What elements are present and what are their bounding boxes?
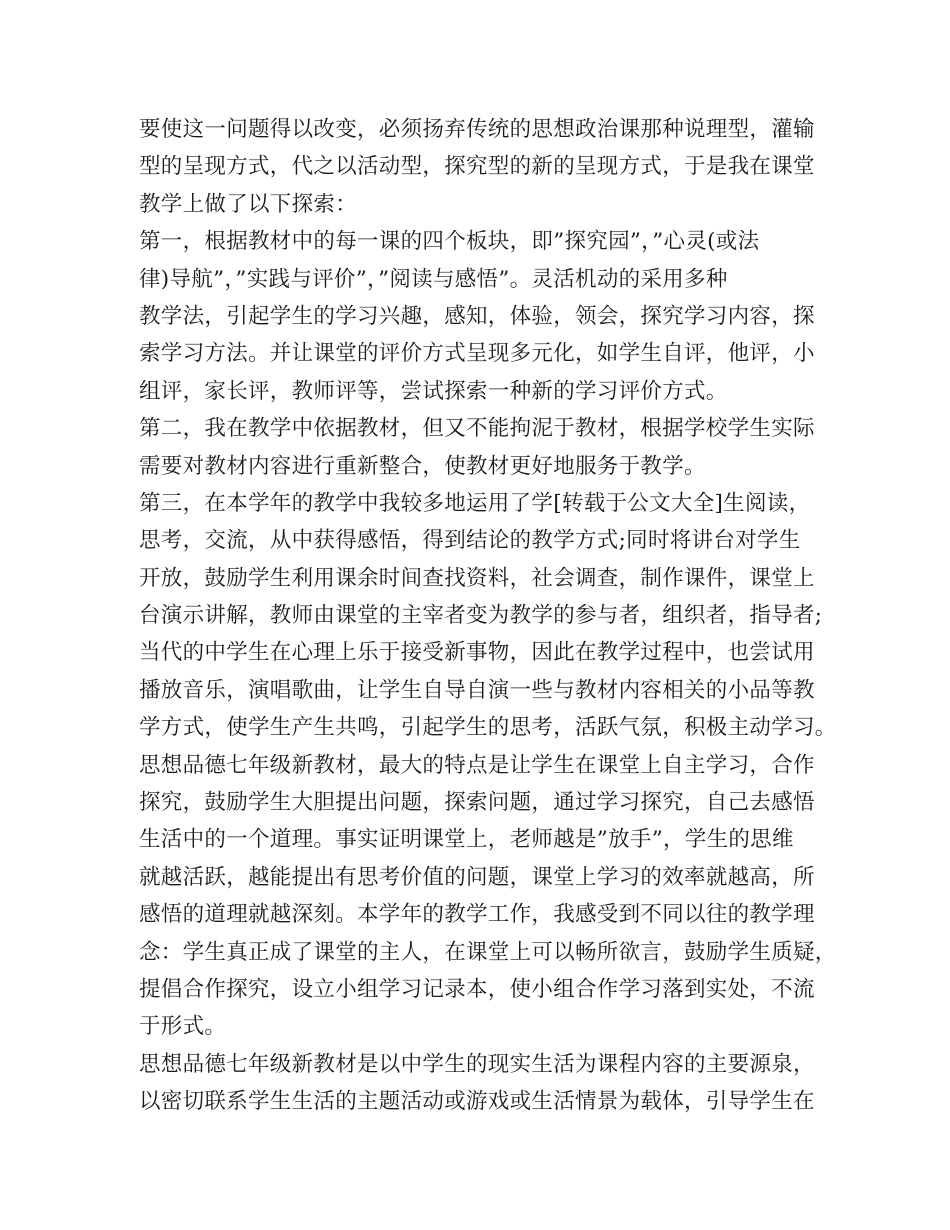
text-line: 思想品德七年级新教材是以中学生的现实生活为课程内容的主要源泉， [139, 1051, 815, 1077]
text-line: 索学习方法。并让课堂的评价方式呈现多元化，如学生自评，他评，小 [139, 341, 815, 367]
text-line: 当代的中学生在心理上乐于接受新事物，因此在教学过程中，也尝试用 [139, 640, 815, 666]
text-line: 台演示讲解，教师由课堂的主宰者变为教学的参与者，组织者，指导者; [139, 603, 823, 629]
text-line: 型的呈现方式，代之以活动型，探究型的新的呈现方式，于是我在课堂 [139, 154, 815, 180]
text-line: 思想品德七年级新教材，最大的特点是让学生在课堂上自主学习，合作 [139, 752, 815, 778]
text-line: 学方式，使学生产生共鸣，引起学生的思考，活跃气氛，积极主动学习。 [139, 715, 837, 741]
text-line: 教学上做了以下探索： [139, 191, 358, 217]
text-line: 律)导航”，”实践与评价”，”阅读与感悟”。灵活机动的采用多种 [139, 266, 728, 292]
text-line: 需要对教材内容进行重新整合，使教材更好地服务于教学。 [139, 453, 706, 479]
text-line: 提倡合作探究，设立小组学习记录本，使小组合作学习落到实处，不流 [139, 976, 815, 1002]
text-line: 于形式。 [139, 1014, 227, 1040]
text-line: 思考，交流，从中获得感悟，得到结论的教学方式;同时将讲台对学生 [139, 528, 801, 554]
text-line: 教学法，引起学生的学习兴趣，感知，体验，领会，探究学习内容，探 [139, 303, 815, 329]
document-body [139, 111, 837, 1121]
text-line: 第三，在本学年的教学中我较多地运用了学[转载于公文大全]生阅读， [139, 490, 811, 516]
text-line: 第二，我在教学中依据教材，但又不能拘泥于教材，根据学校学生实际 [139, 416, 815, 442]
text-line: 第一，根据教材中的每一课的四个板块，即”探究园”，”心灵(或法 [139, 229, 760, 255]
text-line: 探究，鼓励学生大胆提出问题，探索问题，通过学习探究，自己去感悟 [139, 790, 815, 816]
text-line: 以密切联系学生生活的主题活动或游戏或生活情景为载体，引导学生在 [139, 1089, 815, 1115]
text-line: 感悟的道理就越深刻。本学年的教学工作，我感受到不同以往的教学理 [139, 902, 815, 928]
text-line: 念：学生真正成了课堂的主人，在课堂上可以畅所欲言，鼓励学生质疑， [139, 939, 837, 965]
text-line: 生活中的一个道理。事实证明课堂上，老师越是”放手”，学生的思维 [139, 827, 794, 853]
text-line: 就越活跃，越能提出有思考价值的问题，课堂上学习的效率就越高，所 [139, 864, 815, 890]
text-line: 播放音乐，演唱歌曲，让学生自导自演一些与教材内容相关的小品等教 [139, 677, 815, 703]
text-line: 要使这一问题得以改变，必须扬弃传统的思想政治课那种说理型，灌输 [139, 117, 815, 142]
text-line: 开放，鼓励学生利用课余时间查找资料，社会调查，制作课件，课堂上 [139, 565, 815, 591]
text-line: 组评，家长评，教师评等，尝试探索一种新的学习评价方式。 [139, 378, 728, 404]
